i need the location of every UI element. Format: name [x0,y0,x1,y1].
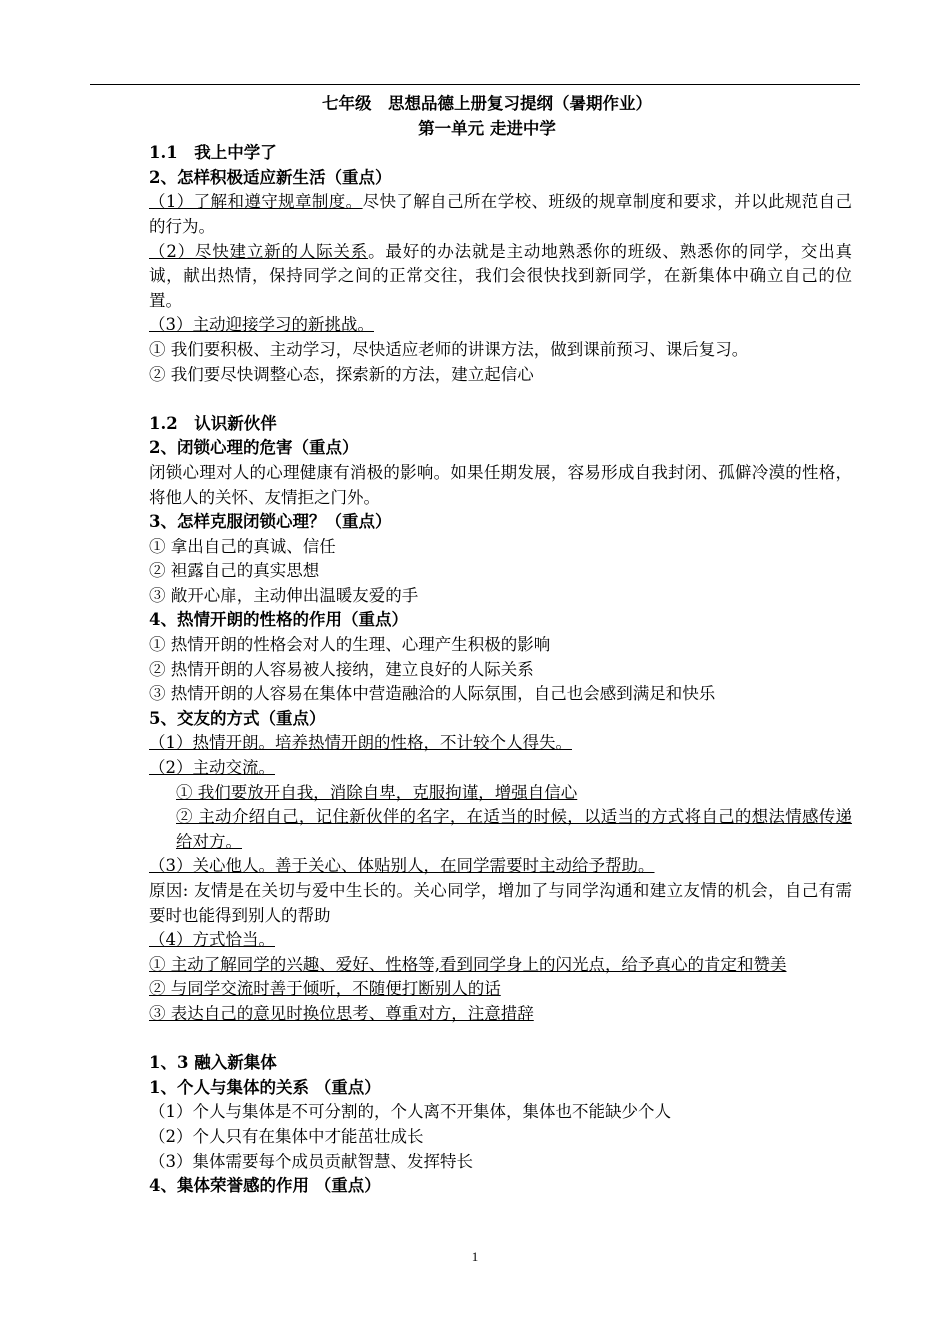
paragraph [122,313,852,338]
list-item: ② 热情开朗的人容易被人接纳，建立良好的人际关系 [149,659,534,679]
question-heading: 5、交友的方式（重点） [149,708,326,728]
question-heading: 2、闭锁心理的危害（重点） [149,438,359,458]
list-item: ② 我们要尽快调整心态，探索新的方法，建立起信心 [149,364,534,384]
underlined-text: ① 主动了解同学的兴趣、爱好、性格等,看到同学身上的闪光点，给予真心的肯定和赞美 [149,954,787,974]
body-text: 尽快了解自己所在学校、班级的规章制度和要求，并以此规范自己的行为。 [149,192,853,236]
list-item [122,756,852,781]
underlined-text: ② 与同学交流时善于倾听，不随便打断别人的话 [149,979,501,999]
header-rule [90,84,860,85]
paragraph: 原因: 友情是在关切与爱中生长的。关心同学，增加了与同学沟通和建立友情的机会，自己有需要时也能得到别人的帮助 [149,881,852,925]
underlined-text: （2）主动交流。 [149,758,275,778]
page-number: 1 [471,1249,479,1264]
list-item [122,781,852,806]
list-item [122,953,852,978]
list-item: ③ 敞开心扉，主动伸出温暖友爱的手 [149,585,419,605]
question-heading: 4、集体荣誉感的作用 （重点） [149,1176,381,1196]
list-item [122,854,852,879]
document-title: 七年级 思想品德上册复习提纲（暑期作业） [322,94,652,113]
list-item: （1）个人与集体是不可分割的，个人离不开集体，集体也不能缺少个人 [149,1102,671,1122]
underlined-text: ② 主动介绍自己，记住新伙伴的名字，在适当的时候，以适当的方式将自己的想法情感传递给对方。 [176,807,852,851]
list-item [122,731,852,756]
list-item: ③ 热情开朗的人容易在集体中营造融洽的人际氛围，自己也会感到满足和快乐 [149,684,716,704]
underlined-text: （1）了解和遵守规章制度。 [149,192,363,212]
section-heading: 1、3 融入新集体 [149,1053,277,1073]
underlined-text: （1）热情开朗。培养热情开朗的性格，不计较个人得失。 [149,733,572,753]
list-item: ① 热情开朗的性格会对人的生理、心理产生积极的影响 [149,635,551,655]
body-text: 。最好的办法就是主动地熟悉你的班级、熟悉你的同学，交出真诚，献出热情，保持同学之间的正常交往，我们会很快找到新同学，在新集体中确立自己的位置。 [149,241,852,310]
question-heading: 4、热情开朗的性格的作用（重点） [149,610,408,630]
underlined-text: ① 我们要放开自我，消除自卑，克服拘谨，增强自信心 [176,782,578,802]
underlined-text: ③ 表达自己的意见时换位思考、尊重对方，注意措辞 [149,1003,534,1023]
underlined-text: （3）关心他人。善于关心、体贴别人，在同学需要时主动给予帮助。 [149,856,655,876]
paragraph [122,190,852,239]
underlined-text: （3）主动迎接学习的新挑战。 [149,315,374,335]
list-item: （2）个人只有在集体中才能茁壮成长 [149,1126,424,1146]
unit-title: 第一单元 走进中学 [418,118,556,138]
list-item: ① 拿出自己的真诚、信任 [149,536,336,556]
question-heading: 3、怎样克服闭锁心理？（重点） [149,512,392,532]
list-item: ① 我们要积极、主动学习，尽快适应老师的讲课方法，做到课前预习、课后复习。 [149,339,749,359]
list-item [122,928,852,953]
list-item [122,977,852,1002]
section-heading: 1.2 认识新伙伴 [149,413,277,433]
paragraph: 闭锁心理对人的心理健康有消极的影响。如果任期发展，容易形成自我封闭、孤僻冷漠的性格，将他人的关怀、友情拒之门外。 [149,462,852,507]
question-heading: 1、个人与集体的关系 （重点） [149,1077,381,1097]
question-heading: 2、怎样积极适应新生活（重点） [149,167,392,187]
list-item [122,1002,852,1027]
document-page [122,92,852,1199]
list-item: ② 袒露自己的真实思想 [149,561,320,581]
list-item: （3）集体需要每个成员贡献智慧、发挥特长 [149,1151,473,1171]
paragraph [122,240,852,314]
section-heading: 1.1 我上中学了 [149,143,277,163]
underlined-text: （2）尽快建立新的人际关系 [149,241,369,261]
list-item [122,805,852,854]
underlined-text: （4）方式恰当。 [149,930,275,950]
